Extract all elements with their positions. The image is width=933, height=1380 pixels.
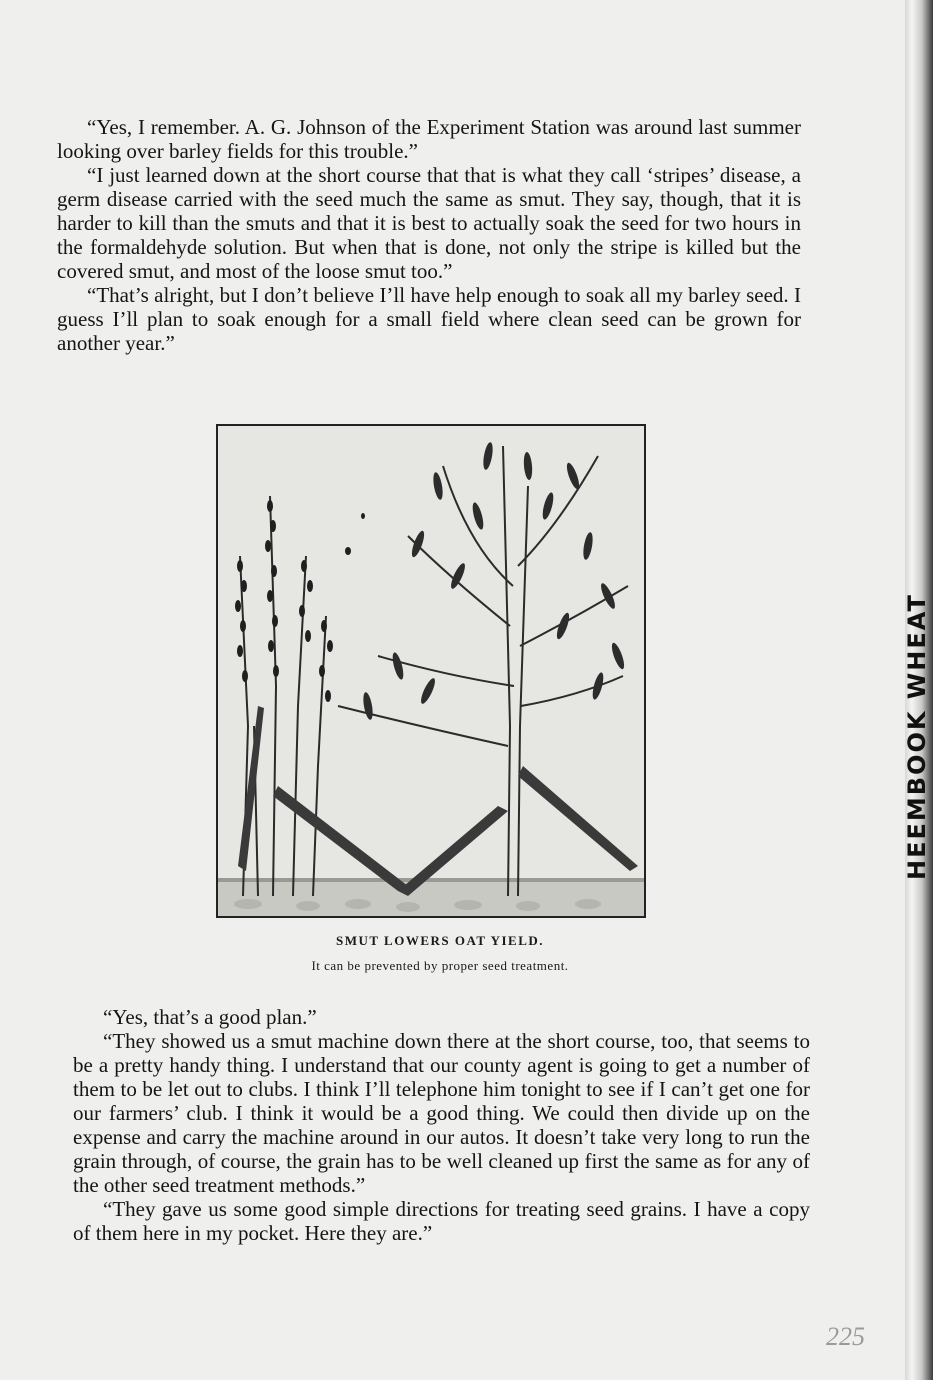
paragraph: “Yes, I remember. A. G. Johnson of the Experiment Station was around last summer looking over barley fields for this trouble.” bbox=[57, 115, 801, 163]
paragraph: “That’s alright, but I don’t believe I’ll have help enough to soak all my barley seed. I guess I’ll plan to soak enough for a small field where clean seed can be grown for another year.” bbox=[57, 283, 801, 355]
paragraph: “They gave us some good simple directions for treating seed grains. I have a copy of them here in my pocket. Here they are.” bbox=[73, 1197, 810, 1245]
spine-text: HEEMBOOK WHEAT bbox=[903, 593, 931, 880]
page-number: 225 bbox=[826, 1322, 865, 1351]
paragraph: “I just learned down at the short course that that is what they call ‘stripes’ disease, a germ disease carried with the seed much the same as smut. They say, though, that it is harder to kill than the smuts and that it is best to actually soak the seed for two hours in the formaldehyde solution. But when that is done, not only the stripe is killed but the covered smut, and most of the loose smut too.” bbox=[57, 163, 801, 283]
oat-plants-illustration bbox=[218, 426, 644, 916]
body-text-top bbox=[57, 115, 801, 355]
figure-caption-subtitle: It can be prevented by proper seed treatment. bbox=[311, 958, 569, 973]
oat-photograph bbox=[216, 424, 646, 918]
paragraph: “They showed us a smut machine down there at the short course, too, that seems to be a pretty handy thing. I understand that our county agent is going to get a number of them to be let out to clubs. I think I’ll telephone him tonight to see if I can’t get one for our farmers’ club. I think it would be a good thing. We could then divide up on the expense and carry the machine around in our autos. It doesn’t take very long to run the grain through, of course, the grain has to be well cleaned up first the same as for any of the other seed treatment methods.” bbox=[73, 1029, 810, 1197]
paragraph: “Yes, that’s a good plan.” bbox=[103, 1005, 317, 1029]
figure-caption-title: SMUT LOWERS OAT YIELD. bbox=[335, 933, 545, 948]
body-text-bottom bbox=[73, 1005, 810, 1245]
